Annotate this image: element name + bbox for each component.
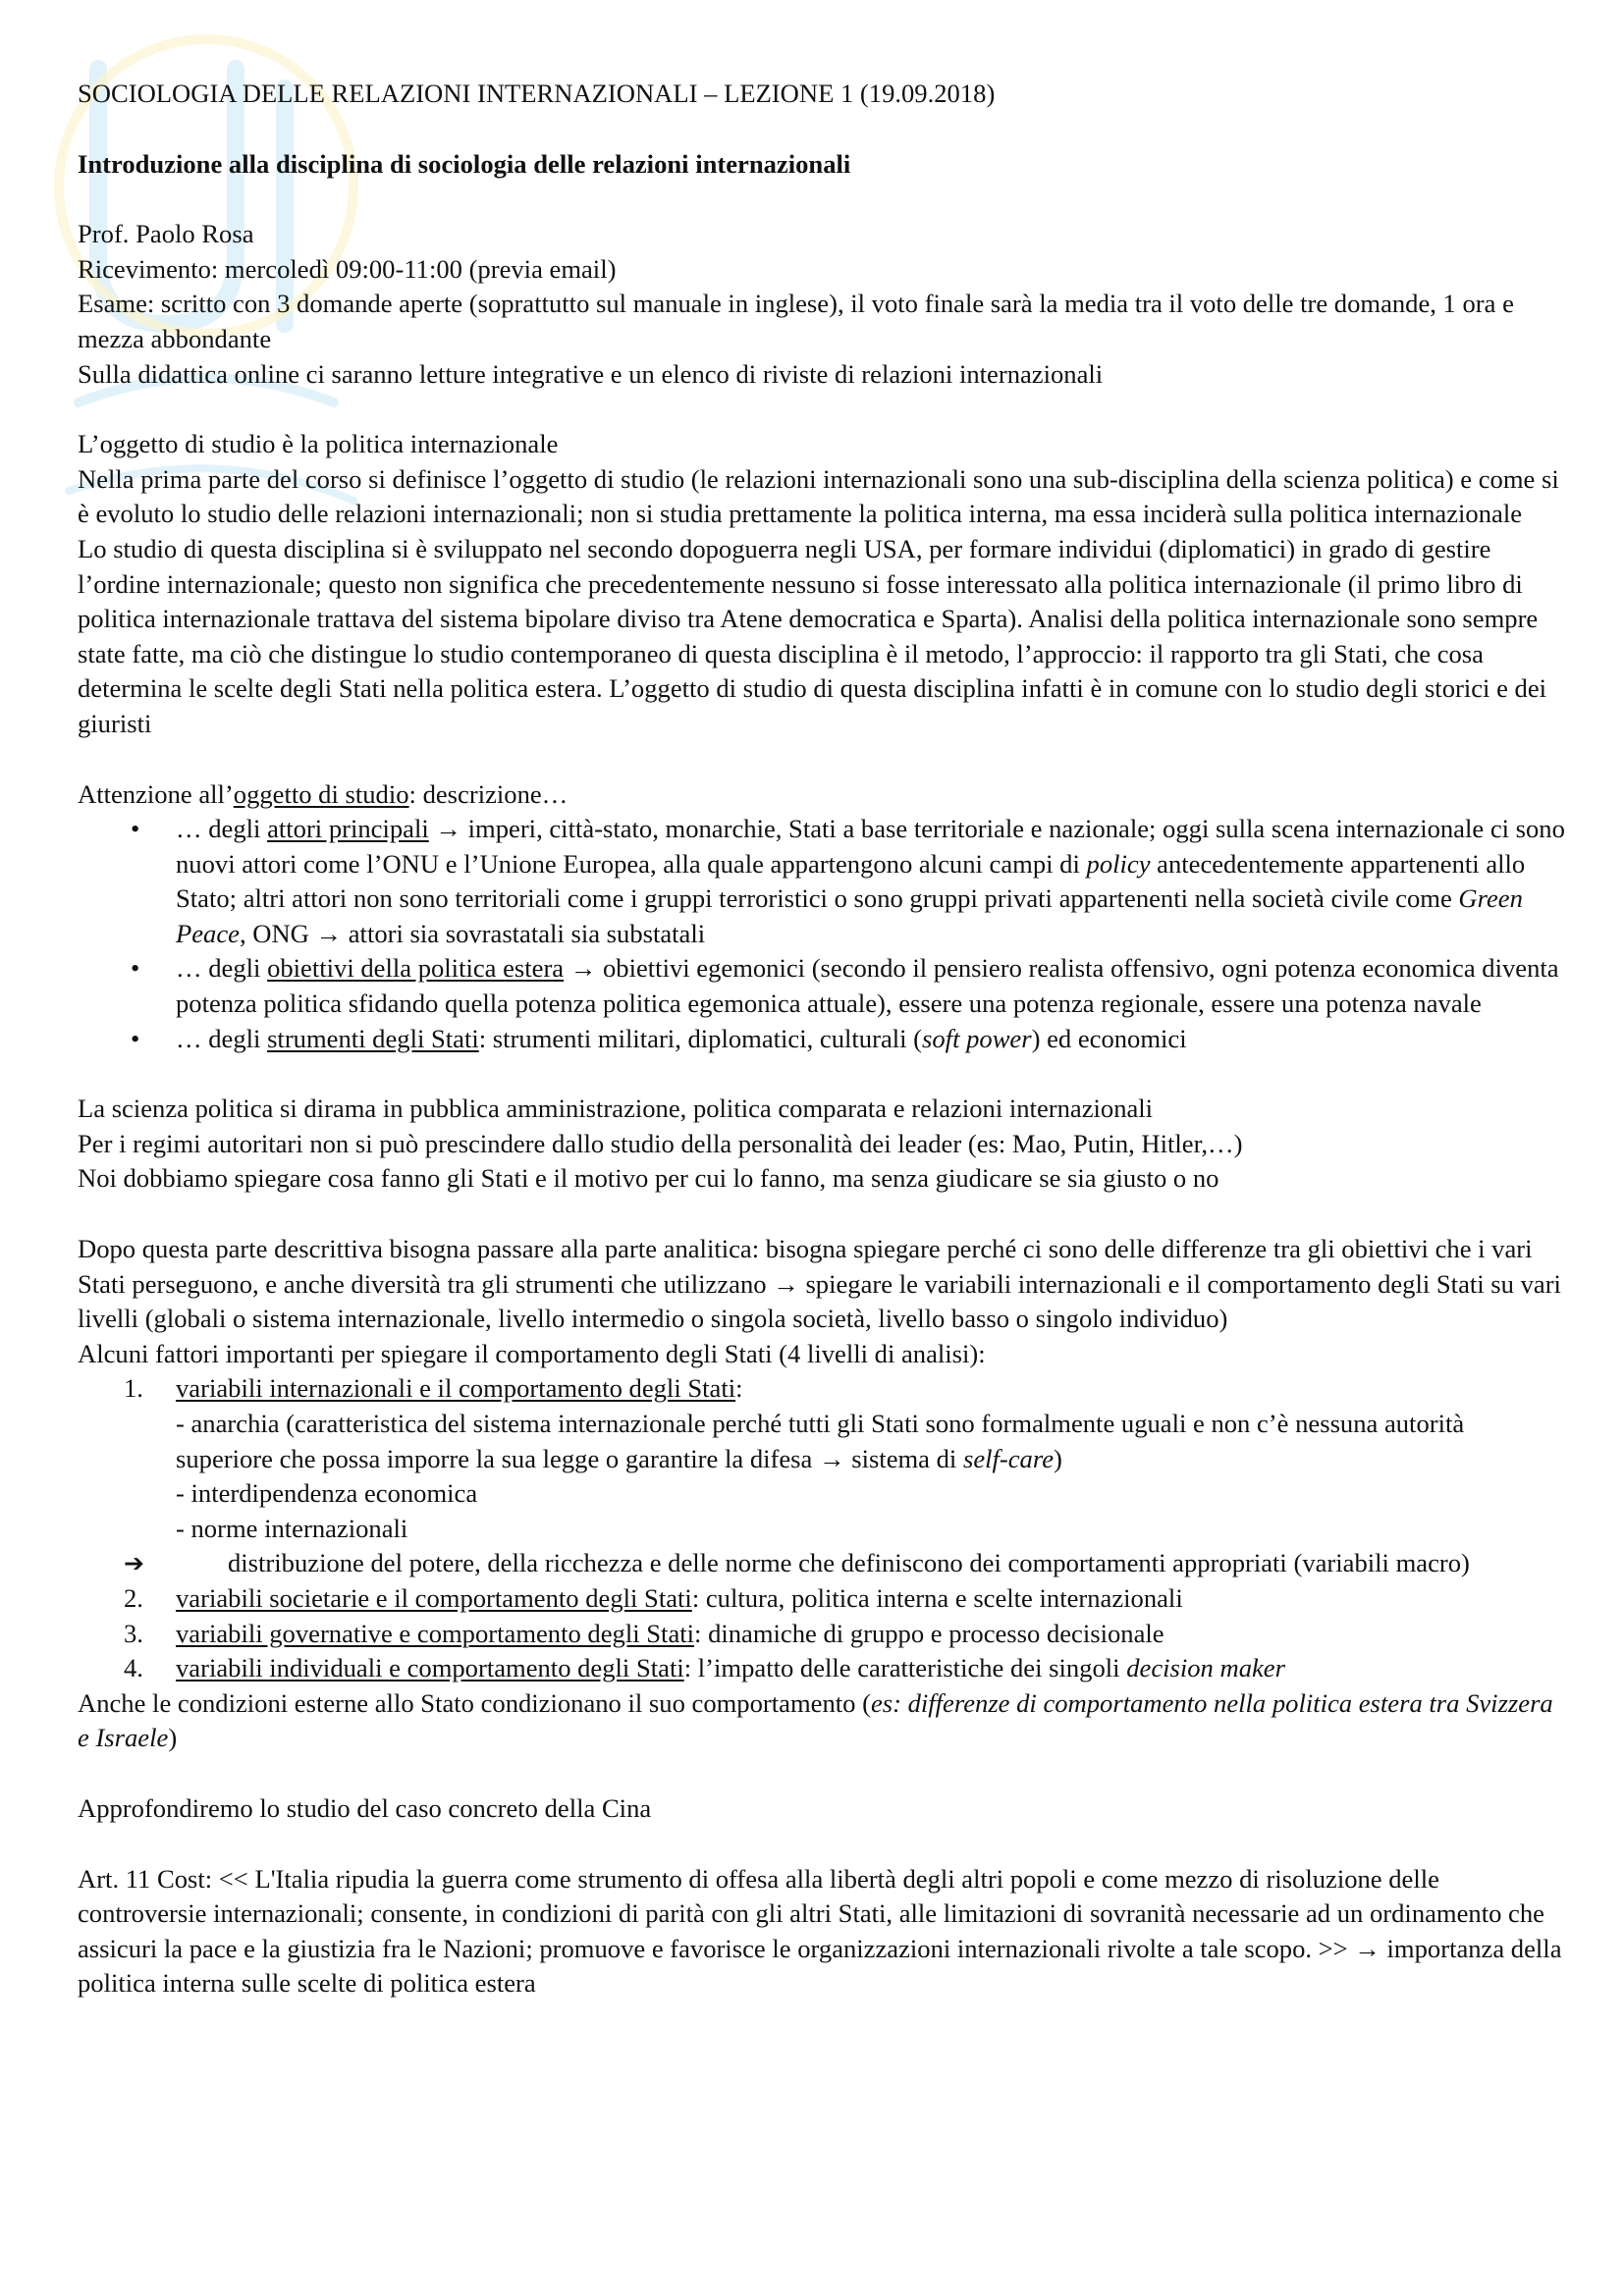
level-1-item: 1. variabili internazionali e il comportamento degli Stati: - anarchia (caratteristica del sistema internazionale perché tutti gli Stati sono formalmente uguali e non c’è nessuna autorità superiore che possa imporre la sua legge o garantire la difesa → sistema di self-care) - interdipendenza economica - norme internazionali ➔ distribuzione del potere, della ricchezza e delle norme che definiscono dei comportamenti appropriati (variabili macro) xyxy=(176,1371,1565,1581)
bullet-attori: • … degli attori principali → imperi, città-stato, monarchie, Stati a base territoriale e nazionale; oggi sulla scena internazionale ci sono nuovi attori come l’ONU e l’Unione Europea, alla quale appartengono alcuni campi di policy antecedentemente appartenenti allo Stato; altri attori non sono territoriali come i gruppi terroristici o sono gruppi privati appartenenti nella società civile come Green Peace, ONG → attori sia sovrastatali sia substatali xyxy=(131,814,1565,948)
level-2-item: 2. variabili societarie e il comportamento degli Stati: cultura, politica interna e scelte internazionali xyxy=(124,1582,1183,1613)
exam-info: Esame: scritto con 3 domande aperte (soprattutto sul manuale in inglese), il voto finale sarà la media tra il voto delle tre domande, 1 ora e mezza abbondante xyxy=(78,289,1514,353)
condizioni-esterne: Anche le condizioni esterne allo Stato condizionano il suo comportamento (es: differenze di comportamento nella politica estera tra Svizzera e Israele) xyxy=(78,1687,1553,1753)
online-resources-line: Sulla didattica online ci saranno letture integrative e un elenco di riviste di relazioni internazionali xyxy=(78,358,1104,389)
bullet-obiettivi: • … degli obiettivi della politica estera → obiettivi egemonici (secondo il pensiero realista offensivo, ogni potenza economica diventa potenza politica sfidando quella potenza politica egemonica attuale), essere una potenza regionale, essere una potenza navale xyxy=(131,953,1559,1019)
document-title xyxy=(78,147,1565,183)
arrow-point: ➔ distribuzione del potere, della ricchezza e delle norme che definiscono dei comportamenti appropriati (variabili macro) xyxy=(176,1546,1565,1581)
scienza-line-3: Noi dobbiamo spiegare cosa fanno gli Stati e il motivo per cui lo fanno, ma senza giudicare se sia giusto o no xyxy=(78,1163,1219,1194)
oggetto-di-studio-term: oggetto di studio xyxy=(233,778,409,809)
bullet-mark: • xyxy=(131,953,140,984)
bullet-mark: • xyxy=(131,1023,140,1053)
office-hours-line: Ricevimento: mercoledì 09:00-11:00 (previa email) xyxy=(78,253,617,284)
document-page xyxy=(78,77,1565,2002)
document-header: SOCIOLOGIA DELLE RELAZIONI INTERNAZIONALI – LEZIONE 1 (19.09.2018) xyxy=(78,79,996,108)
attenzione-line: Attenzione all’oggetto di studio: descrizione… xyxy=(78,778,568,809)
oggetto-heading: L’oggetto di studio è la politica internazionale xyxy=(78,429,559,459)
cina-line: Approfondiremo lo studio del caso concreto della Cina xyxy=(78,1792,652,1823)
scienza-line-2: Per i regimi autoritari non si può prescindere dallo studio della personalità dei leader (es: Mao, Putin, Hitler,…) xyxy=(78,1128,1243,1158)
description-bullet-list xyxy=(78,812,1565,1056)
oggetto-paragraph-1: Nella prima parte del corso si definisce l’oggetto di studio (le relazioni internazionali sono una sub-disciplina della scienza politica) e come si è evoluto lo studio delle relazioni internazionali; non si studia prettamente la politica interna, ma essa inciderà sulla politica internazionale xyxy=(78,463,1559,529)
arrow-right-icon: ➔ xyxy=(124,1549,144,1578)
levels-of-analysis-list xyxy=(78,1371,1565,1685)
level-3-item: 3. variabili governative e comportamento degli Stati: dinamiche di gruppo e processo decisionale xyxy=(124,1618,1164,1648)
scienza-line-1: La scienza politica si dirama in pubblica amministrazione, politica comparata e relazioni internazionali xyxy=(78,1094,1154,1124)
art11-quote: Art. 11 Cost: << L'Italia ripudia la guerra come strumento di offesa alla libertà degli altri popoli e come mezzo di risoluzione delle controversie internazionali; consente, in condizioni di parità con gli altri Stati, alle limitazioni di sovranità necessarie ad un ordinamento che assicuri la pace e la giustizia fra le Nazioni; promuove e favorisce le organizzazioni internazionali rivolte a tale scopo. >> → importanza della politica interna sulle scelte di politica estera xyxy=(78,1863,1562,1999)
title-text: Introduzione alla disciplina di sociologia delle relazioni internazionali xyxy=(78,148,851,179)
professor-line: Prof. Paolo Rosa xyxy=(78,219,254,249)
analitica-paragraph: Dopo questa parte descrittiva bisogna passare alla parte analitica: bisogna spiegare perché ci sono delle differenze tra gli obiettivi che i vari Stati perseguono, e anche diversità tra gli strumenti che utilizzano → spiegare le variabili internazionali e il comportamento degli Stati su vari livelli (globali o sistema internazionale, livello intermedio o singola società, livello basso o singolo individuo) xyxy=(78,1234,1561,1334)
fattori-intro: Alcuni fattori importanti per spiegare il comportamento degli Stati (4 livelli di analisi): xyxy=(78,1338,986,1368)
oggetto-paragraph-2: Lo studio di questa disciplina si è sviluppato nel secondo dopoguerra negli USA, per formare individui (diplomatici) in grado di gestire l’ordine internazionale; questo non significa che precedentemente nessuno si fosse interessato alla politica internazionale (il primo libro di politica internazionale trattava del sistema bipolare diviso tra Atene democratica e Sparta). Analisi della politica internazionale sono sempre state fatte, ma ciò che distingue lo studio contemporaneo di questa disciplina è il metodo, l’approccio: il rapporto tra gli Stati, che cosa determina le scelte degli Stati nella politica estera. L’oggetto di studio di questa disciplina infatti è in comune con lo studio degli storici e dei giuristi xyxy=(78,533,1547,738)
bullet-strumenti: • … degli strumenti degli Stati: strumenti militari, diplomatici, culturali (soft power) ed economici xyxy=(176,1022,1565,1057)
level-4-item: 4. variabili individuali e comportamento degli Stati: l’impatto delle caratteristiche dei singoli decision maker xyxy=(124,1653,1285,1683)
bullet-mark: • xyxy=(131,814,140,844)
